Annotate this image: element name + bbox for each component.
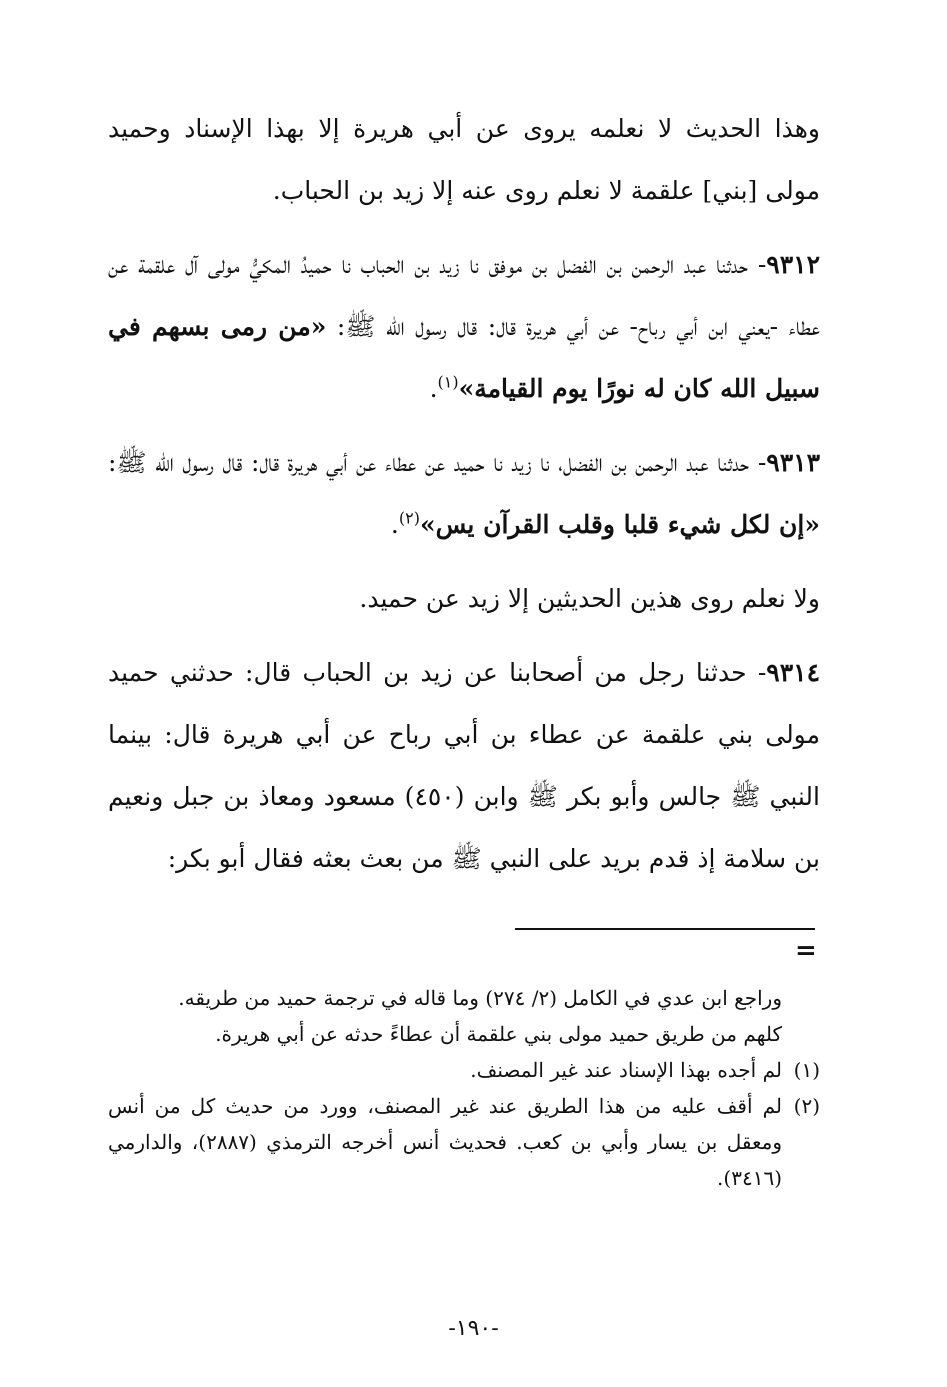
footnote-text: لم أجده بهذا الإسناد عند غير المصنف. — [470, 1058, 782, 1082]
hadith-isnad: - حدثنا عبد الرحمن بن الفضل، نا زيد نا حميد عن عطاء عن أبي هريرة قال: قال رسول الله ﷺ: — [108, 448, 767, 477]
main-text — [108, 98, 820, 902]
footnote-label: (٢) — [793, 1094, 820, 1118]
footnote-continued-line: وراجع ابن عدي في الكامل (٢/ ٢٧٤) وما قاله في ترجمة حميد من طريقه. — [178, 986, 782, 1010]
footnote-text: لم أقف عليه من هذا الطريق عند غير المصنف، وورد من حديث كل من أنس ومعقل بن يسار وأبي بن كعب. فحديث أنس أخرجه الترمذي (٢٨٨٧)، والدارمي (٣٤١٦). — [108, 1094, 782, 1190]
intro-text: وهذا الحديث لا نعلمه يروى عن أبي هريرة إلا بهذا الإسناد وحميد مولى [بني] علقمة لا نعلم روى عنه إلا زيد بن الحباب. — [108, 114, 820, 205]
hadith-9314 — [108, 642, 820, 890]
footnotes — [108, 980, 820, 1196]
hadith-matn: «من رمى بسهم في سبيل الله كان له نورًا يوم القيامة» — [108, 312, 820, 403]
hadith-number: ٩٣١٣ — [766, 448, 820, 477]
footnote-ref: (٢) — [398, 508, 420, 528]
intro-paragraph — [108, 98, 820, 222]
remark-text: ولا نعلم روى هذين الحديثين إلا زيد عن حميد. — [359, 584, 820, 613]
hadith-number: ٩٣١٢ — [766, 250, 820, 279]
page-number: -١٩٠- — [448, 1316, 499, 1341]
footnote-continued-line: كلهم من طريق حميد مولى بني علقمة أن عطاءً حدثه عن أبي هريرة. — [215, 1022, 782, 1046]
hadith-matn: «إن لكل شيء قلبا وقلب القرآن يس» — [419, 510, 820, 539]
remark-paragraph — [108, 568, 820, 630]
continuation-mark: = — [795, 936, 817, 966]
footnote-ref: (١) — [437, 372, 459, 392]
hadith-end: . — [390, 510, 399, 539]
footnote-divider — [515, 928, 815, 930]
hadith-text: - حدثنا رجل من أصحابنا عن زيد بن الحباب قال: حدثني حميد مولى بني علقمة عن عطاء بن أبي رباح عن أبي هريرة قال: بينما النبي ﷺ جالس وأبو بكر ﷺ وابن (٤٥٠) مسعود ومعاذ بن جبل ونعيم بن سلامة إذ قدم بريد على النبي ﷺ من بعث بعثه فقال أبو بكر: — [108, 658, 820, 873]
hadith-9313 — [108, 432, 820, 556]
footnote-2 — [108, 1088, 820, 1196]
hadith-number: ٩٣١٤ — [766, 658, 820, 687]
footnote-label: (١) — [793, 1058, 820, 1082]
footnote-1 — [108, 1052, 820, 1088]
hadith-9312 — [108, 234, 820, 420]
hadith-end: . — [429, 374, 438, 403]
hadith-isnad: - حدثنا عبد الرحمن بن الفضل بن موفق نا زيد بن الحباب نا حميدُ المكيُّ مولى آل علقمة عن عطاء -يعني ابن أبي رباح- عن أبي هريرة قال: قال رسول الله ﷺ: — [108, 250, 821, 341]
